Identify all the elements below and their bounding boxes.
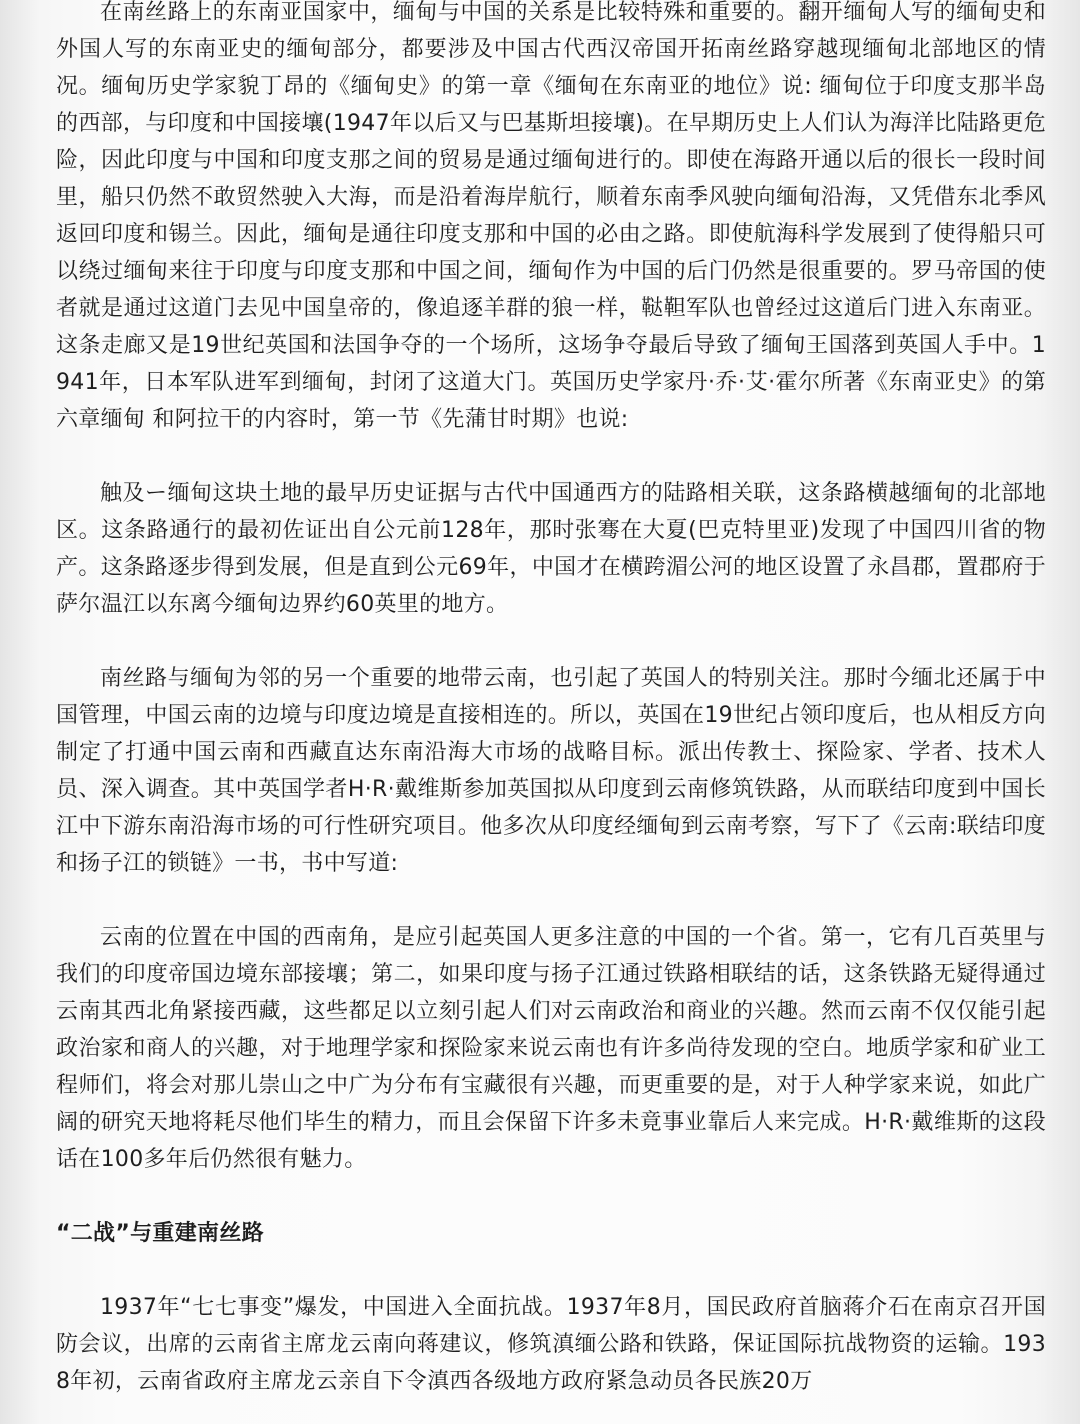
paragraph-1: 在南丝路上的东南亚国家中，缅甸与中国的关系是比较特殊和重要的。翻开缅甸人写的缅甸史和外国人写的东南亚史的缅甸部分，都要涉及中国古代西汉帝国开拓南丝路穿越现缅甸北部地区的情况。缅甸历史学家貌丁昂的《缅甸史》的第一章《缅甸在东南亚的地位》说: 缅甸位于印度支那半岛的西部，与印度和中国接壤(1947年以后又与巴基斯坦接壤)。在早期历史上人们认为海洋比陆路更危险，因此印度与中国和印度支那之间的贸易是通过缅甸进行的。即使在海路开通以后的很长一段时间里，船只仍然不敢贸然驶入大海，而是沿着海岸航行，顺着东南季风驶向缅甸沿海，又凭借东北季风返回印度和锡兰。因此，缅甸是通往印度支那和中国的必由之路。即使航海科学发展到了使得船只可以绕过缅甸来往于印度与印度支那和中国之间，缅甸作为中国的后门仍然是很重要的。罗马帝国的使者就是通过这道门去见中国皇帝的，像追逐羊群的狼一样，鞑靼军队也曾经过这道后门进入东南亚。这条走廊又是19世纪英国和法国争夺的一个场所，这场争夺最后导致了缅甸王国落到英国人手中。1941年，日本军队进军到缅甸，封闭了这道大门。英国历史学家丹·乔·艾·霍尔所著《东南亚史》的第六章缅甸 和阿拉干的内容时，第一节《先蒲甘时期》也说: [56, 0, 1046, 432]
paragraph-gap [56, 1252, 1046, 1289]
paragraph-gap [56, 1178, 1046, 1215]
paragraph-2: 南丝路与缅甸为邻的另一个重要的地带云南，也引起了英国人的特别关注。那时今缅北还属于中国管理，中国云南的边境与印度边境是直接相连的。所以，英国在19世纪占领印度后，也从相反方向制定了打通中国云南和西藏直达东南沿海大市场的战略目标。派出传教士、探险家、学者、技术人员、深入调查。其中英国学者H·R·戴维斯参加英国拟从印度到云南修筑铁路，从而联结印度到中国长江中下游东南沿海市场的可行性研究项目。他多次从印度经缅甸到云南考察，写下了《云南:联结印度和扬子江的锁链》一书，书中写道: [56, 666, 1046, 876]
paragraph-gap [56, 623, 1046, 660]
paragraph-gap [56, 882, 1046, 919]
quote-paragraph-2: 云南的位置在中国的西南角，是应引起英国人更多注意的中国的一个省。第一，它有几百英里与我们的印度帝国边境东部接壤；第二，如果印度与扬子江通过铁路相联结的话，这条铁路无疑得通过云南其西北角紧接西藏，这些都足以立刻引起人们对云南政治和商业的兴趣。然而云南不仅仅能引起政治家和商人的兴趣，对于地理学家和探险家来说云南也有许多尚待发现的空白。地质学家和矿业工程师们，将会对那儿崇山之中广为分布有宝藏很有兴趣，而更重要的是，对于人种学家来说，如此广阔的研究天地将耗尽他们毕生的精力，而且会保留下许多未竟事业靠后人来完成。H·R·戴维斯的这段话在100多年后仍然很有魅力。 [56, 925, 1046, 1172]
paragraph-gap [56, 438, 1046, 475]
quote-paragraph-1: 触及ー缅甸这块土地的最早历史证据与古代中国通西方的陆路相关联，这条路横越缅甸的北部地区。这条路通行的最初佐证出自公元前128年，那时张骞在大夏(巴克特里亚)发现了中国四川省的物产。这条路逐步得到发展，但是直到公元69年，中国才在横跨湄公河的地区设置了永昌郡，置郡府于萨尔温江以东离今缅甸边界约60英里的地方。 [56, 481, 1046, 617]
section-heading: “二战”与重建南丝路 [56, 1221, 264, 1246]
paragraph-3: 1937年“七七事变”爆发，中国进入全面抗战。1937年8月，国民政府首脑蒋介石在南京召开国防会议，出席的云南省主席龙云南向蒋建议，修筑滇缅公路和铁路，保证国际抗战物资的运输。1938年初，云南省政府主席龙云亲自下令滇西各级地方政府紧急动员各民族20万 [56, 1295, 1046, 1394]
article-body [56, 0, 1046, 1400]
